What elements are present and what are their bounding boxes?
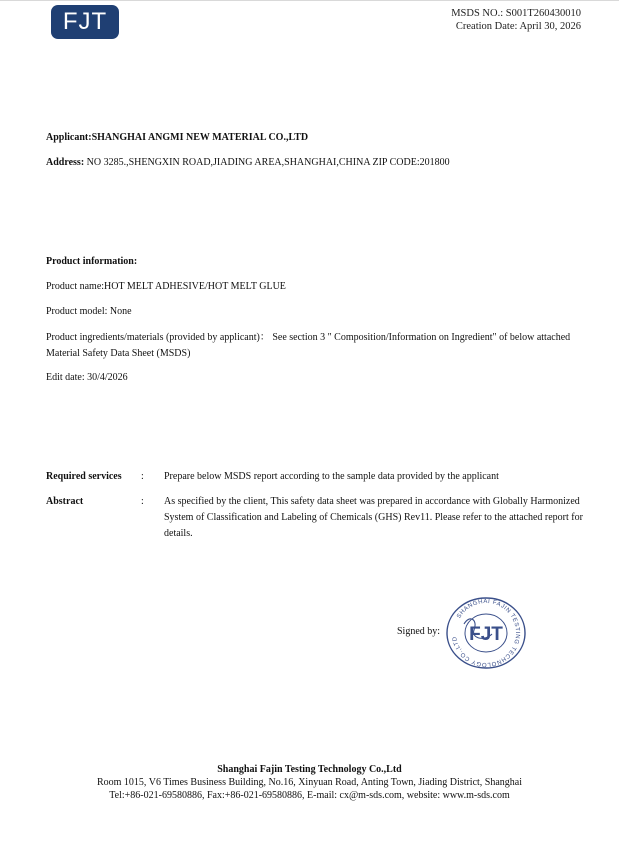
page-footer: [0, 763, 619, 802]
abstract-text: As specified by the client, This safety data sheet was prepared in accordance with Globally Harmonized System of Classification and Labeling of Chemicals (GHS) Rev11. Please refer to the attached report for details.: [164, 496, 583, 539]
product-ingredients: Product ingredients/materials (provided by applicant)： See section 3 " Composition/Information on Ingredient" of below attached Material Safety Data Sheet (MSDS): [46, 332, 571, 359]
address-line: [46, 156, 450, 170]
required-services-text: Prepare below MSDS report according to the sample data provided by the applicant: [164, 471, 499, 482]
footer-contact: Tel:+86-021-69580886, Fax:+86-021-69580886, E-mail: cx@m-sds.com, website: www.m-sds.com: [109, 790, 510, 801]
required-services-label: Required services: [46, 471, 122, 482]
address-value: NO 3285.,SHENGXIN ROAD,JIADING AREA,SHANGHAI,CHINA ZIP CODE:201800: [86, 157, 450, 168]
report-meta: [451, 7, 581, 33]
abstract-label: Abstract: [46, 496, 84, 507]
company-seal-stamp: [444, 596, 528, 670]
product-model: Product model: None: [46, 306, 132, 317]
seal-ring-text: SHANGHAI FAJIN TESTING TECHNOLOGY CO.,LTD: [452, 598, 521, 668]
abstract-colon: :: [141, 496, 144, 507]
applicant-label: Applicant:: [46, 132, 92, 143]
edit-date: Edit date: 30/4/2026: [46, 372, 128, 383]
creation-date: Creation Date: April 30, 2026: [455, 21, 581, 32]
seal-center-logo: FJT: [469, 624, 503, 645]
footer-address: Room 1015, V6 Times Business Building, No.16, Xinyuan Road, Anting Town, Jiading District, Shanghai: [96, 777, 523, 788]
fjt-logo: FJT: [51, 5, 119, 39]
page-top-rule: [0, 0, 619, 1]
product-name: Product name:HOT MELT ADHESIVE/HOT MELT GLUE: [46, 281, 286, 292]
required-services-colon: :: [141, 471, 144, 482]
signed-by-label: Signed by:: [397, 626, 441, 637]
product-info-heading: Product information:: [46, 256, 138, 267]
applicant-line: [46, 131, 308, 145]
footer-company: Shanghai Fajin Testing Technology Co.,Ltd: [217, 764, 402, 775]
msds-number: MSDS NO.: S001T260430010: [451, 8, 581, 19]
address-label: Address:: [46, 157, 85, 168]
applicant-value: SHANGHAI ANGMI NEW MATERIAL CO.,LTD: [91, 132, 309, 143]
